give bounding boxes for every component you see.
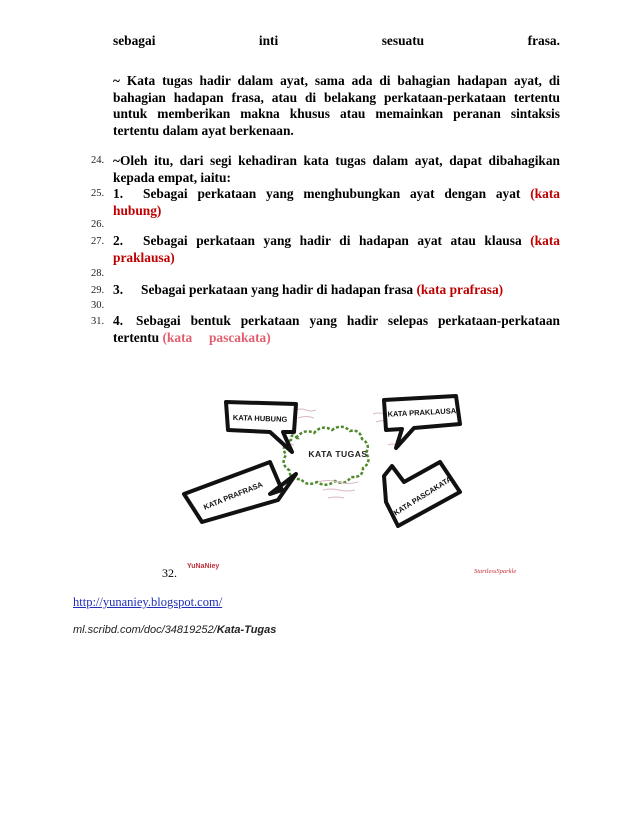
item-text: Sebagai perkataan yang hadir di hadapan frasa (141, 282, 414, 297)
blog-link[interactable]: http://yunaniey.blogspot.com/ (73, 595, 223, 609)
line-number: 29. (91, 285, 105, 296)
bubble-kata-pascakata (384, 462, 460, 526)
line-number: 26. (91, 219, 105, 230)
bubble-label: KATA HUBUNG (232, 413, 288, 424)
paragraph-kata-tugas: ~ Kata tugas hadir dalam ayat, sama ada di bahagian hadapan ayat, di bahagian hadapan frasa, atau di belakang perkataan-perkataan tertentu untuk memberikan makna khusus atau memainkan peranan sintaksis tertentu dalam ayat berkenaan. (113, 73, 560, 138)
item-term: (kata prafrasa) (416, 282, 504, 297)
line-number: 30. (91, 300, 105, 311)
line-number: 32. (162, 566, 177, 580)
word: sesuatu (381, 33, 425, 48)
line-number: 25. (91, 188, 105, 199)
line-number: 31. (91, 316, 105, 327)
item-term: (kata hubung) (113, 186, 560, 218)
bubble-label: KATA PRAFRASA (202, 479, 265, 512)
item-text: Sebagai perkataan yang hadir di hadapan ayat atau klausa (143, 233, 522, 248)
word: sebagai (113, 33, 156, 48)
bubble-kata-praklausa (384, 396, 460, 448)
item-number: 1. (113, 186, 124, 201)
author-right: StartlessSparkle (474, 568, 517, 575)
item-term: (kata pascakata) (162, 329, 271, 345)
item-text: Sebagai bentuk perkataan yang hadir selepas perkataan-perkataan tertentu (113, 313, 560, 345)
item-number: 3. (113, 282, 124, 297)
item-term: (kata praklausa) (113, 233, 560, 265)
kata-tugas-diagram (178, 390, 468, 530)
line-continuation (113, 33, 560, 50)
line-number: 24. (91, 155, 105, 166)
item-number: 2. (113, 233, 124, 248)
bubble-kata-hubung (226, 402, 296, 452)
list-item (113, 313, 560, 346)
line-number: 27. (91, 236, 105, 247)
word: frasa. (527, 33, 560, 48)
list-item (113, 233, 560, 266)
list-item (113, 282, 560, 299)
item-text: Sebagai perkataan yang menghubungkan ayat dengan ayat (143, 186, 521, 201)
line-number: 28. (91, 268, 105, 279)
center-label: KATA TUGAS (308, 449, 368, 459)
reference (73, 624, 276, 636)
paragraph-pembahagian: ~Oleh itu, dari segi kehadiran kata tugas dalam ayat, dapat dibahagikan kepada empat, iaitu: (113, 153, 560, 185)
word: inti (258, 33, 279, 48)
author-left: YuNaNiey (187, 563, 220, 570)
item-number: 4. (113, 313, 124, 328)
bubble-label: KATA PASCAKATA (391, 474, 454, 518)
bubble-kata-prafrasa (184, 462, 296, 522)
reference-prefix: ml.scribd.com/doc/34819252/ (73, 624, 217, 636)
bubble-label: KATA PRAKLAUSA (387, 406, 457, 419)
list-item (113, 186, 560, 219)
reference-title: Kata-Tugas (216, 624, 277, 636)
